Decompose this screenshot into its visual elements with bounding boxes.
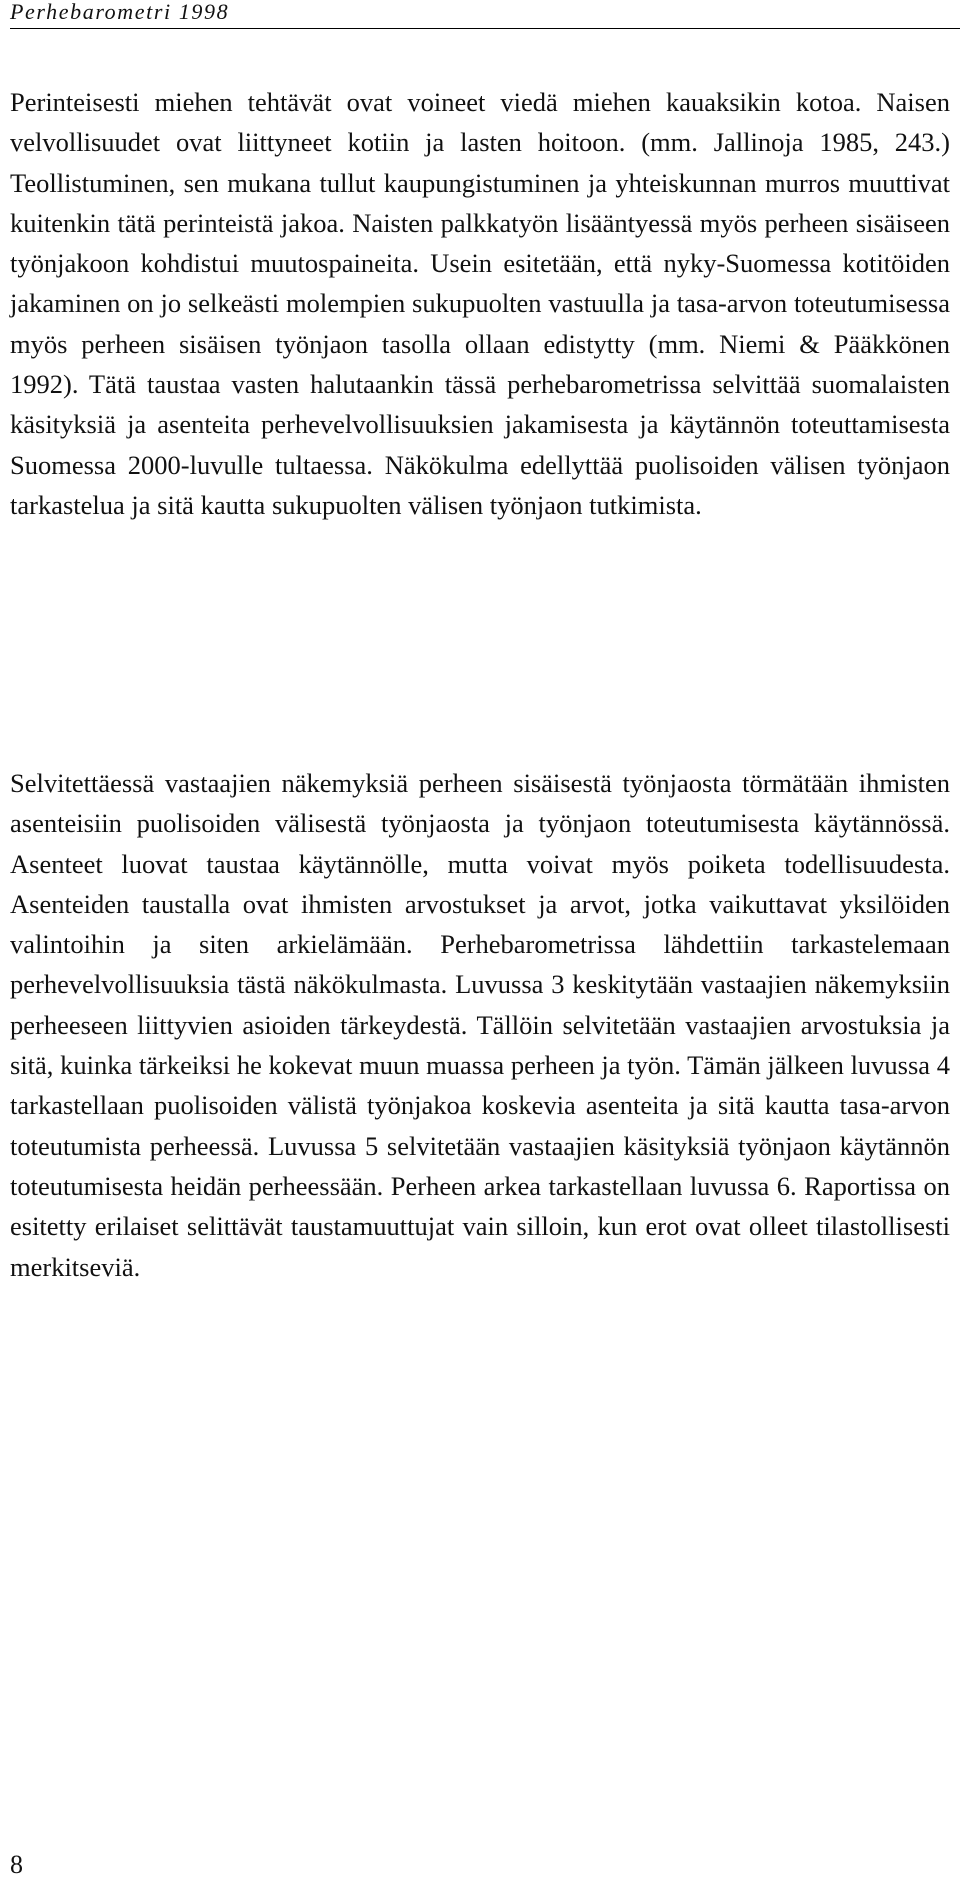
running-title: Perhebarometri 1998 xyxy=(10,0,230,24)
running-header xyxy=(10,0,960,29)
body-paragraph: Perinteisesti miehen tehtävät ovat voineet viedä miehen kauaksikin kotoa. Naisen velvollisuudet ovat liittyneet kotiin ja lasten hoitoon. (mm. Jallinoja 1985, 243.) Teollistuminen, sen mukana tullut kaupungistuminen ja yhteiskunnan murros muuttivat kuitenkin tätä perinteistä jakoa. Naisten palkkatyön lisääntyessä myös perheen sisäiseen työnjakoon kohdistui muutospaineita. Usein esitetään, että nyky-Suomessa kotitöiden jakaminen on jo selkeästi molempien sukupuolten vastuulla ja tasa-arvon toteutumisessa myös perheen sisäisen työnjaon tasolla ollaan edistytty (mm. Niemi & Pääkkönen 1992). Tätä taustaa vasten halutaankin tässä perhebarometrissa selvittää suomalaisten käsityksiä ja asenteita perhevelvollisuuksien jakamisesta ja käytännön toteuttamisesta Suomessa 2000-luvulle tultaessa. Näkökulma edellyttää puolisoiden välisen työnjaon tarkastelua ja sitä kautta sukupuolten välisen työnjaon tutkimista. xyxy=(10,87,950,520)
page-number: 8 xyxy=(10,1850,23,1879)
body-paragraph: Selvitettäessä vastaajien näkemyksiä perheen sisäisestä työnjaosta törmätään ihmisten asenteisiin puolisoiden välisestä työnjaosta ja työnjaon toteutumisesta käytännössä. Asenteet luovat taustaa käytännölle, mutta voivat myös poiketa todellisuudesta. Asenteiden taustalla ovat ihmisten arvostukset ja arvot, jotka vaikuttavat yksilöiden valintoihin ja siten arkielämään. Perhebarometrissa lähdettiin tarkastelemaan perhevelvollisuuksia tästä näkökulmasta. Luvussa 3 keskitytään vastaajien näkemyksiin perheeseen liittyvien asioiden tärkeydestä. Tällöin selvitetään vastaajien arvostuksia ja sitä, kuinka tärkeiksi he kokevat muun muassa perheen ja työn. Tämän jälkeen luvussa 4 tarkastellaan puolisoiden välistä työnjakoa koskevia asenteita ja sitä kautta tasa-arvon toteutumista perheessä. Luvussa 5 selvitetään vastaajien käsityksiä työnjaon käytännön toteutumisesta heidän perheessään. Perheen arkea tarkastellaan luvussa 6. Raportissa on esitetty erilaiset selittävät taustamuuttujat vain silloin, kun erot ovat olleet tilastollisesti merkitseviä. xyxy=(10,768,950,1282)
